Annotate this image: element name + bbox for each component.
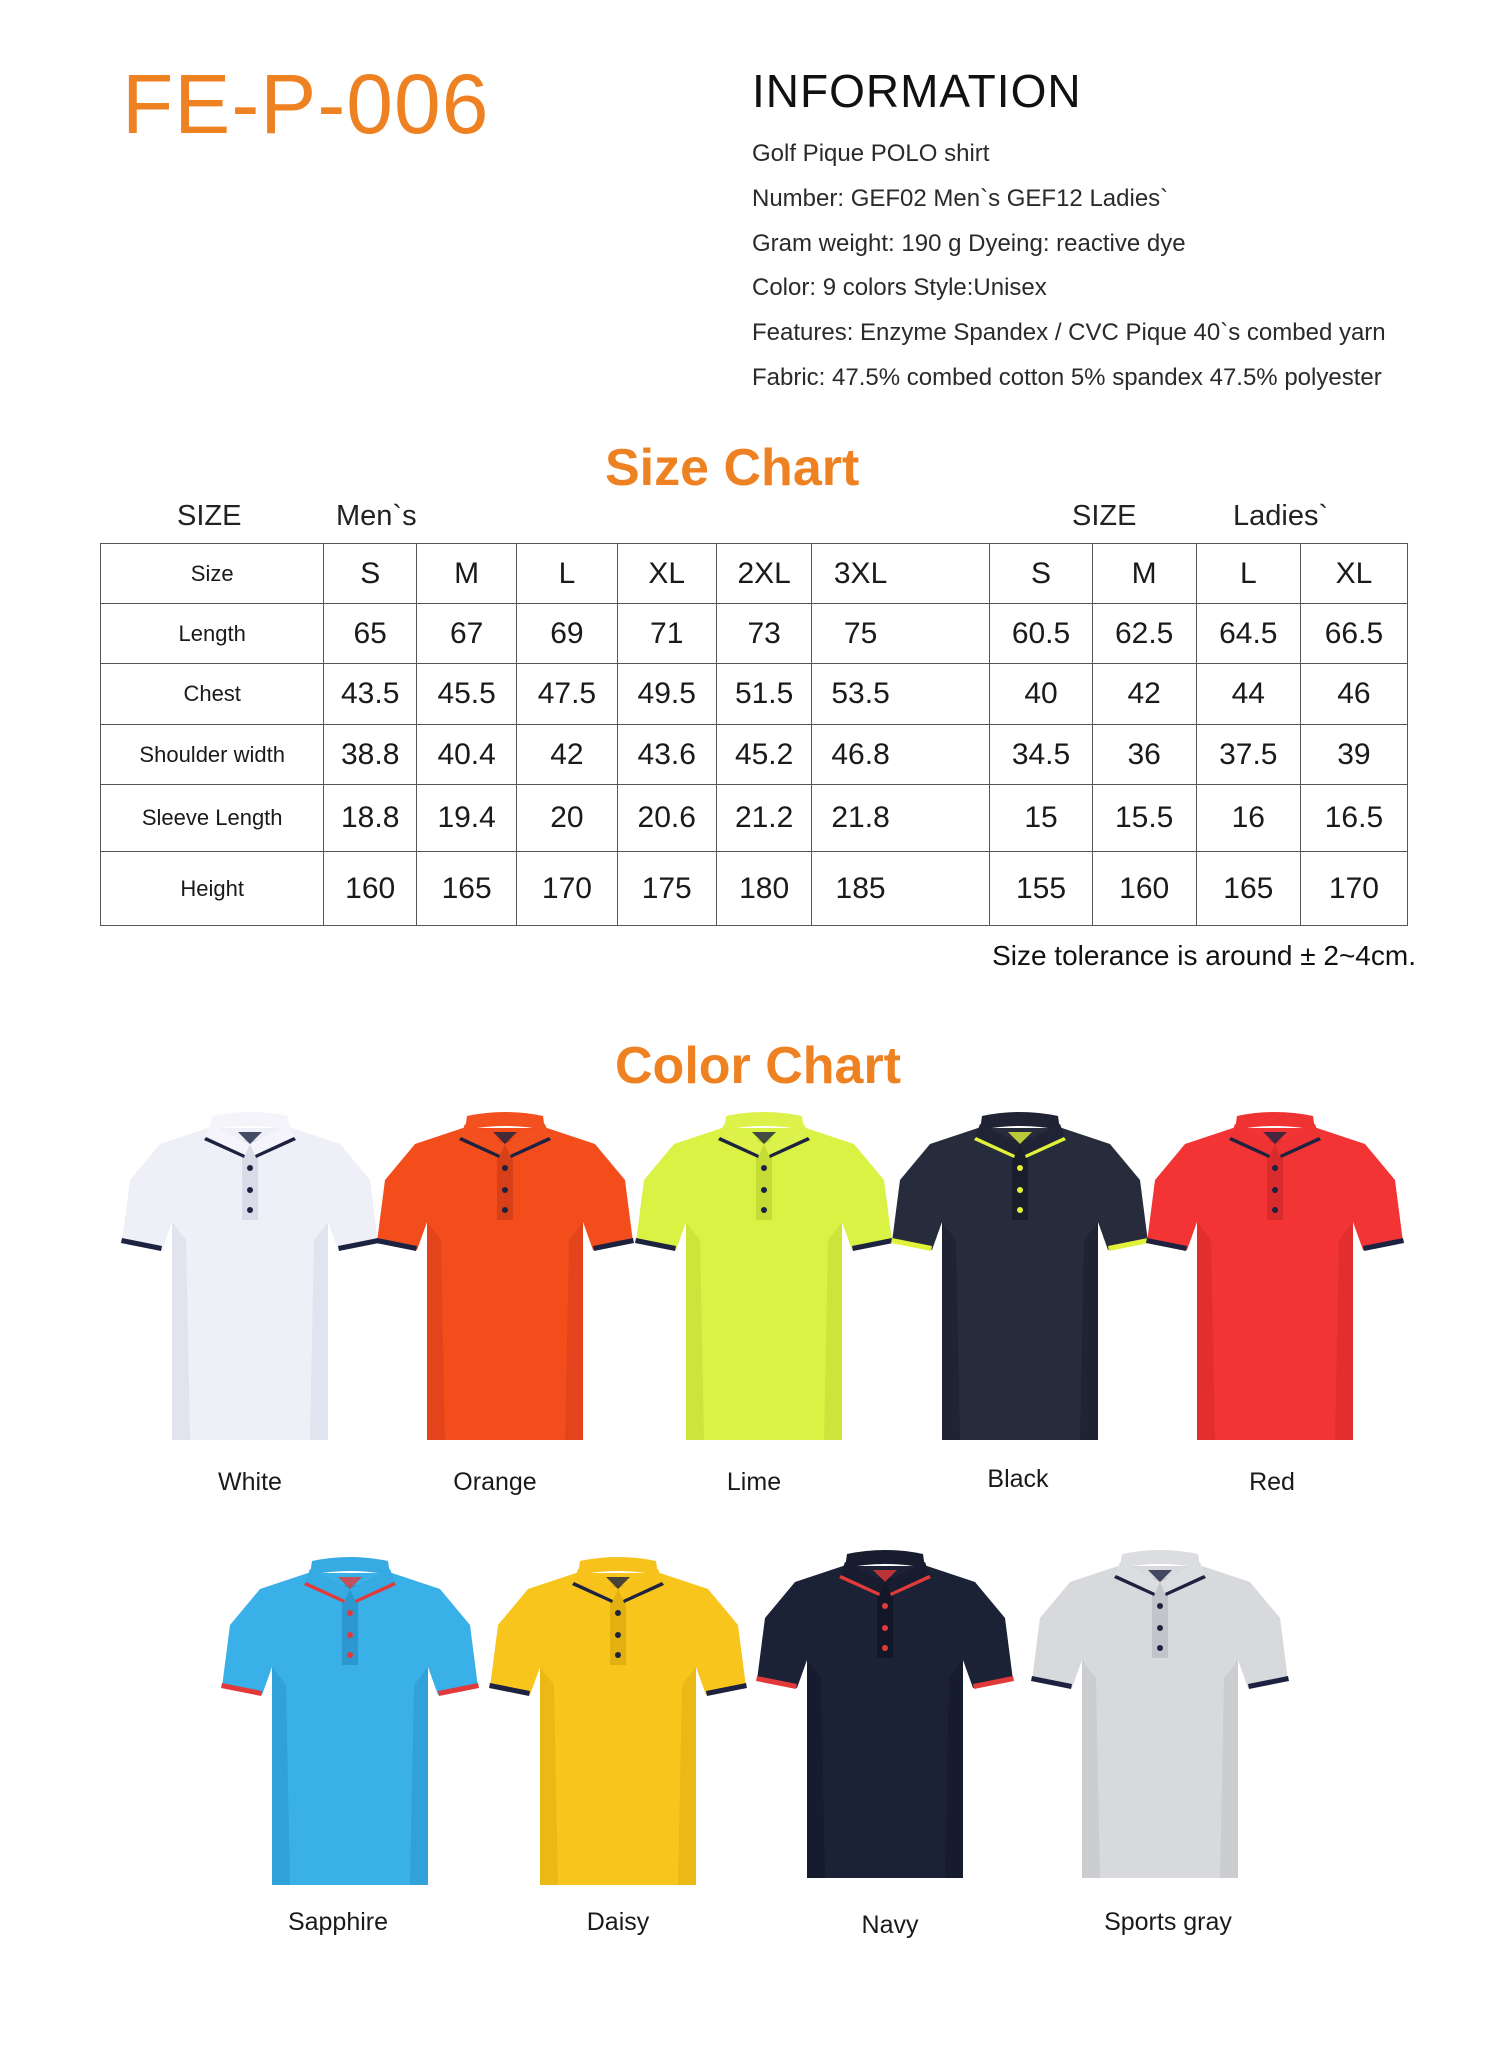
men-size-cell: 2XL bbox=[716, 544, 811, 604]
men-size-cell: 19.4 bbox=[417, 785, 517, 852]
info-line: Color: 9 colors Style:Unisex bbox=[752, 274, 1047, 301]
men-size-cell: 53.5 bbox=[812, 664, 909, 725]
info-line: Fabric: 47.5% combed cotton 5% spandex 47.5% polyester bbox=[752, 364, 1382, 391]
ladies-size-cell: L bbox=[1196, 544, 1300, 604]
size-chart-title: Size Chart bbox=[605, 439, 860, 497]
ladies-size-cell: 15 bbox=[990, 785, 1092, 852]
men-header: Men`s bbox=[336, 500, 417, 532]
polo-shirt-swatch bbox=[220, 1555, 480, 1895]
men-size-cell: 165 bbox=[417, 852, 517, 926]
men-size-cell: 45.2 bbox=[716, 725, 811, 785]
ladies-size-cell: 160 bbox=[1092, 852, 1196, 926]
table-gap-cell bbox=[909, 785, 990, 852]
ladies-size-header: SIZE bbox=[1072, 500, 1137, 532]
table-gap-cell bbox=[909, 725, 990, 785]
color-name-label: Lime bbox=[726, 1468, 782, 1496]
product-code: FE-P-006 bbox=[122, 57, 490, 151]
info-line: Gram weight: 190 g Dyeing: reactive dye bbox=[752, 230, 1186, 257]
ladies-size-cell: 66.5 bbox=[1300, 604, 1407, 664]
men-size-cell: L bbox=[517, 544, 617, 604]
men-size-cell: 45.5 bbox=[417, 664, 517, 725]
polo-shirt-swatch bbox=[1030, 1548, 1290, 1888]
men-size-cell: 65 bbox=[324, 604, 417, 664]
info-line: Features: Enzyme Spandex / CVC Pique 40`s combed yarn bbox=[752, 319, 1386, 346]
info-line: Number: GEF02 Men`s GEF12 Ladies` bbox=[752, 185, 1169, 212]
size-table bbox=[100, 543, 1408, 926]
men-size-cell: 38.8 bbox=[324, 725, 417, 785]
ladies-size-cell: S bbox=[990, 544, 1092, 604]
color-name-label: White bbox=[218, 1468, 282, 1496]
men-size-cell: 20 bbox=[517, 785, 617, 852]
men-size-cell: 75 bbox=[812, 604, 909, 664]
polo-shirt-swatch bbox=[1145, 1110, 1405, 1450]
polo-shirt-swatch bbox=[375, 1110, 635, 1450]
men-size-cell: 18.8 bbox=[324, 785, 417, 852]
men-size-cell: 69 bbox=[517, 604, 617, 664]
size-row bbox=[101, 852, 1408, 926]
men-size-cell: 42 bbox=[517, 725, 617, 785]
ladies-size-cell: M bbox=[1092, 544, 1196, 604]
men-size-cell: 20.6 bbox=[617, 785, 716, 852]
men-size-cell: 185 bbox=[812, 852, 909, 926]
size-row bbox=[101, 785, 1408, 852]
color-name-label: Red bbox=[1249, 1468, 1295, 1496]
men-size-cell: 51.5 bbox=[716, 664, 811, 725]
men-size-cell: 175 bbox=[617, 852, 716, 926]
size-row bbox=[101, 664, 1408, 725]
ladies-size-cell: 44 bbox=[1196, 664, 1300, 725]
men-size-cell: 47.5 bbox=[517, 664, 617, 725]
men-size-cell: 21.2 bbox=[716, 785, 811, 852]
men-size-cell: 160 bbox=[324, 852, 417, 926]
table-gap-cell bbox=[909, 544, 990, 604]
ladies-size-cell: 170 bbox=[1300, 852, 1407, 926]
size-row-label: Chest bbox=[101, 664, 324, 725]
size-row-label: Shoulder width bbox=[101, 725, 324, 785]
polo-shirt-swatch bbox=[488, 1555, 748, 1895]
ladies-size-cell: 15.5 bbox=[1092, 785, 1196, 852]
ladies-size-cell: 16.5 bbox=[1300, 785, 1407, 852]
men-size-cell: 49.5 bbox=[617, 664, 716, 725]
color-chart-title: Color Chart bbox=[615, 1037, 901, 1095]
men-size-cell: 170 bbox=[517, 852, 617, 926]
color-name-label: Sports gray bbox=[1104, 1908, 1232, 1936]
ladies-size-cell: 16 bbox=[1196, 785, 1300, 852]
size-row bbox=[101, 725, 1408, 785]
men-size-cell: 46.8 bbox=[812, 725, 909, 785]
ladies-header: Ladies` bbox=[1233, 500, 1329, 532]
men-size-header: SIZE bbox=[177, 500, 242, 532]
size-tolerance-note: Size tolerance is around ± 2~4cm. bbox=[992, 940, 1416, 971]
color-name-label: Orange bbox=[453, 1468, 537, 1496]
ladies-size-cell: 64.5 bbox=[1196, 604, 1300, 664]
men-size-cell: 67 bbox=[417, 604, 517, 664]
ladies-size-cell: 62.5 bbox=[1092, 604, 1196, 664]
color-name-label: Navy bbox=[861, 1911, 919, 1939]
men-size-cell: S bbox=[324, 544, 417, 604]
table-gap-cell bbox=[909, 664, 990, 725]
size-row-label: Length bbox=[101, 604, 324, 664]
color-name-label: Sapphire bbox=[287, 1908, 389, 1936]
men-size-cell: 40.4 bbox=[417, 725, 517, 785]
men-size-cell: 43.6 bbox=[617, 725, 716, 785]
men-size-cell: 43.5 bbox=[324, 664, 417, 725]
ladies-size-cell: 155 bbox=[990, 852, 1092, 926]
ladies-size-cell: 42 bbox=[1092, 664, 1196, 725]
men-size-cell: 3XL bbox=[812, 544, 909, 604]
polo-shirt-swatch bbox=[120, 1110, 380, 1450]
size-row bbox=[101, 604, 1408, 664]
ladies-size-cell: 46 bbox=[1300, 664, 1407, 725]
ladies-size-cell: 165 bbox=[1196, 852, 1300, 926]
color-name-label: Daisy bbox=[586, 1908, 650, 1936]
men-size-cell: 180 bbox=[716, 852, 811, 926]
info-line: Golf Pique POLO shirt bbox=[752, 140, 990, 167]
size-row-label: Sleeve Length bbox=[101, 785, 324, 852]
men-size-cell: 73 bbox=[716, 604, 811, 664]
size-row bbox=[101, 544, 1408, 604]
info-title: INFORMATION bbox=[752, 65, 1082, 117]
table-gap-cell bbox=[909, 852, 990, 926]
table-gap-cell bbox=[909, 604, 990, 664]
size-row-label: Size bbox=[101, 544, 324, 604]
ladies-size-cell: 37.5 bbox=[1196, 725, 1300, 785]
men-size-cell: M bbox=[417, 544, 517, 604]
men-size-cell: 71 bbox=[617, 604, 716, 664]
size-row-label: Height bbox=[101, 852, 324, 926]
ladies-size-cell: 39 bbox=[1300, 725, 1407, 785]
ladies-size-cell: 34.5 bbox=[990, 725, 1092, 785]
polo-shirt-swatch bbox=[634, 1110, 894, 1450]
color-name-label: Black bbox=[987, 1465, 1049, 1493]
polo-shirt-swatch bbox=[890, 1110, 1150, 1450]
ladies-size-cell: 40 bbox=[990, 664, 1092, 725]
polo-shirt-swatch bbox=[755, 1548, 1015, 1888]
ladies-size-cell: 36 bbox=[1092, 725, 1196, 785]
ladies-size-cell: 60.5 bbox=[990, 604, 1092, 664]
men-size-cell: XL bbox=[617, 544, 716, 604]
men-size-cell: 21.8 bbox=[812, 785, 909, 852]
ladies-size-cell: XL bbox=[1300, 544, 1407, 604]
